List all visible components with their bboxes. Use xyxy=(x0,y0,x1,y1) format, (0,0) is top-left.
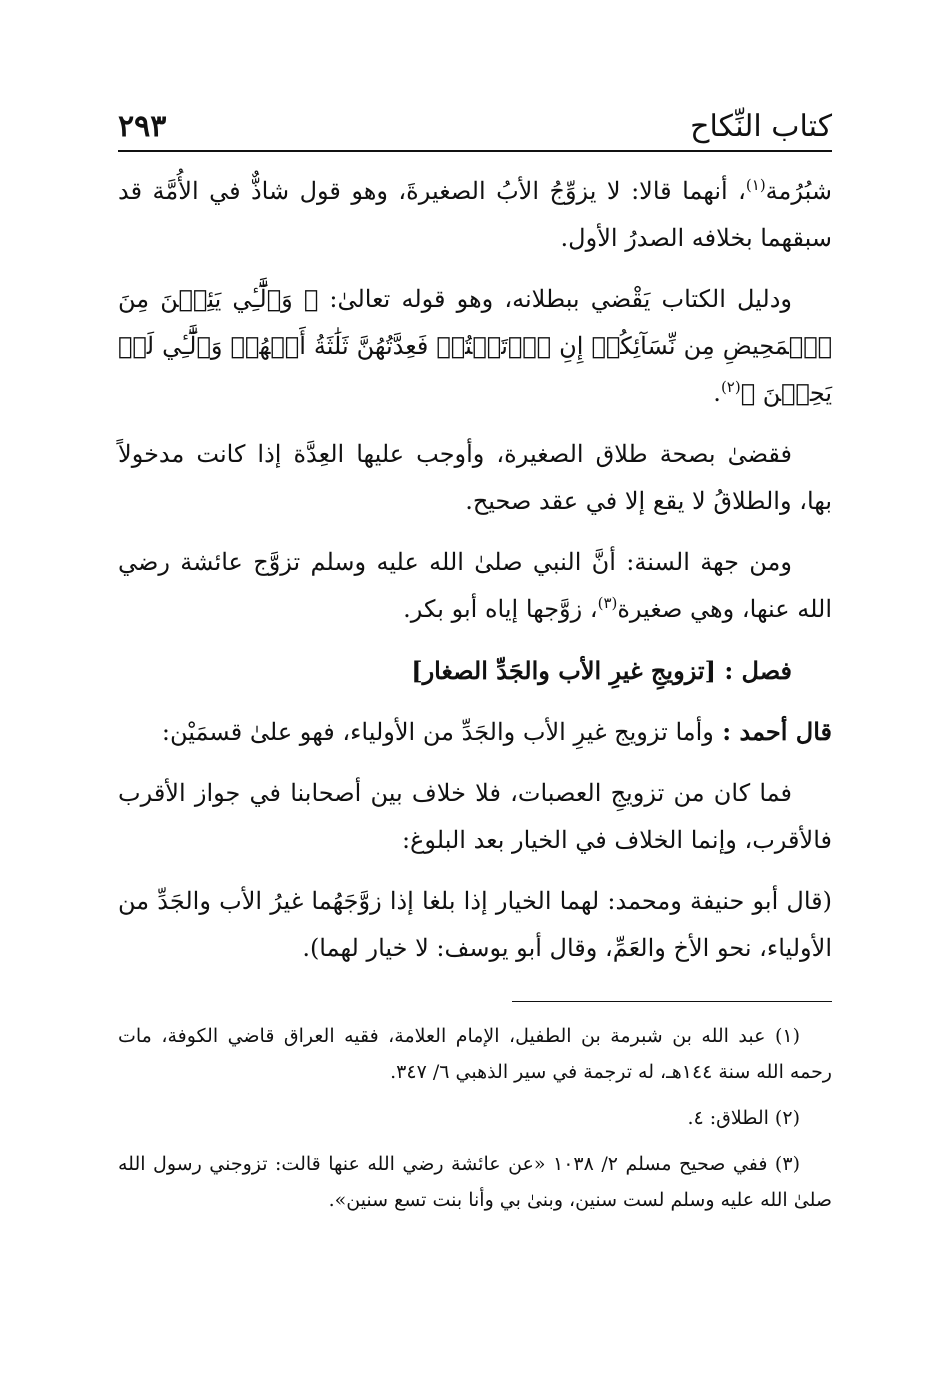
page-header xyxy=(118,92,832,152)
book-chapter-title: كتاب النِّكاح xyxy=(690,109,832,144)
paragraph-2 xyxy=(118,276,832,417)
paragraph-4 xyxy=(118,539,832,633)
paragraph-6: فما كان من تزويجِ العصبات، فلا خلاف بين أصحابنا في جواز الأقرب فالأقرب، وإنما الخلاف في الخيار بعد البلوغ: xyxy=(118,779,832,854)
section-heading xyxy=(118,647,832,694)
footnotes xyxy=(118,1018,832,1228)
section-title: [تزويجِ غيرِ الأب والجَدِّ الصغار] xyxy=(411,656,716,685)
footnote-separator xyxy=(512,1001,832,1002)
main-text xyxy=(118,168,832,986)
footnote-ref-2: (٢) xyxy=(720,378,741,396)
footnote-2: (٢) الطلاق: ٤. xyxy=(687,1107,800,1129)
quran-verse: ﴿ وَٱلَّٰٓـِٔي يَئِسۡنَ مِنَ ٱلۡمَحِيضِ مِن نِّسَآئِكُمۡ إِنِ ٱرۡتَبۡتُمۡ فَعِدَّتُهُنَّ ثَلَٰثَةُ أَشۡهُرٖ وَٱلَّٰٓـِٔي لَمۡ يَحِضۡنَ ﴾ xyxy=(118,285,832,407)
paragraph-5-text: وأما تزويج غيرِ الأب والجَدِّ من الأولياء، فهو علىٰ قسمَيْن: xyxy=(161,718,714,746)
paragraph-1 xyxy=(118,168,832,262)
paragraph-4-start: ومن جهة السنة: أنَّ النبي صلىٰ الله عليه وسلم تزوَّج عائشة رضي الله عنها، وهي صغيرة xyxy=(118,548,832,623)
paragraph-2-end: . xyxy=(713,379,721,407)
paragraph-7: (قال أبو حنيفة ومحمد: لهما الخيار إذا بلغا إذا زوَّجَهُما غيرُ الأب والجَدِّ من الأولياء، نحو الأخ والعَمِّ، وقال أبو يوسف: لا خيار لهما). xyxy=(118,887,832,962)
paragraph-4-end: ، زوَّجها إياه أبو بكر. xyxy=(403,595,598,623)
paragraph-5 xyxy=(118,708,832,756)
footnote-3: (٣) ففي صحيح مسلم ٢/ ١٠٣٨ «عن عائشة رضي الله عنها قالت: تزوجني رسول الله صلىٰ الله عليه وسلم لست سنين، وبنىٰ بي وأنا بنت تسع سنين». xyxy=(118,1153,832,1211)
section-label: فصل : xyxy=(715,656,792,685)
paragraph-1-end: ، أنهما قالا: لا يزوِّجُ الأبُ الصغيرةَ، وهو قول شاذٌّ في الأُمَّة قد سبقهما بخلافه الصدرُ الأول. xyxy=(118,177,832,252)
footnote-1: (١) عبد الله بن شبرمة بن الطفيل، الإمام العلامة، فقيه العراق قاضي الكوفة، مات رحمه الله سنة ١٤٤هـ، له ترجمة في سير الذهبي ٦/ ٣٤٧. xyxy=(118,1025,832,1083)
speaker-label: قال أحمد : xyxy=(713,717,832,746)
footnote-ref-3: (٣) xyxy=(597,594,618,612)
paragraph-2-intro: ودليل الكتاب يَقْضي ببطلانه، وهو قوله تعالىٰ: xyxy=(318,285,792,313)
page-number: ٢٩٣ xyxy=(118,109,167,144)
paragraph-1-start: شبُرُمة xyxy=(765,177,832,205)
paragraph-3: فقضىٰ بصحة طلاق الصغيرة، وأوجب عليها العِدَّة إذا كانت مدخولاً بها، والطلاقُ لا يقع إلا في عقد صحيح. xyxy=(118,440,832,515)
footnote-ref-1: (١) xyxy=(745,176,766,194)
